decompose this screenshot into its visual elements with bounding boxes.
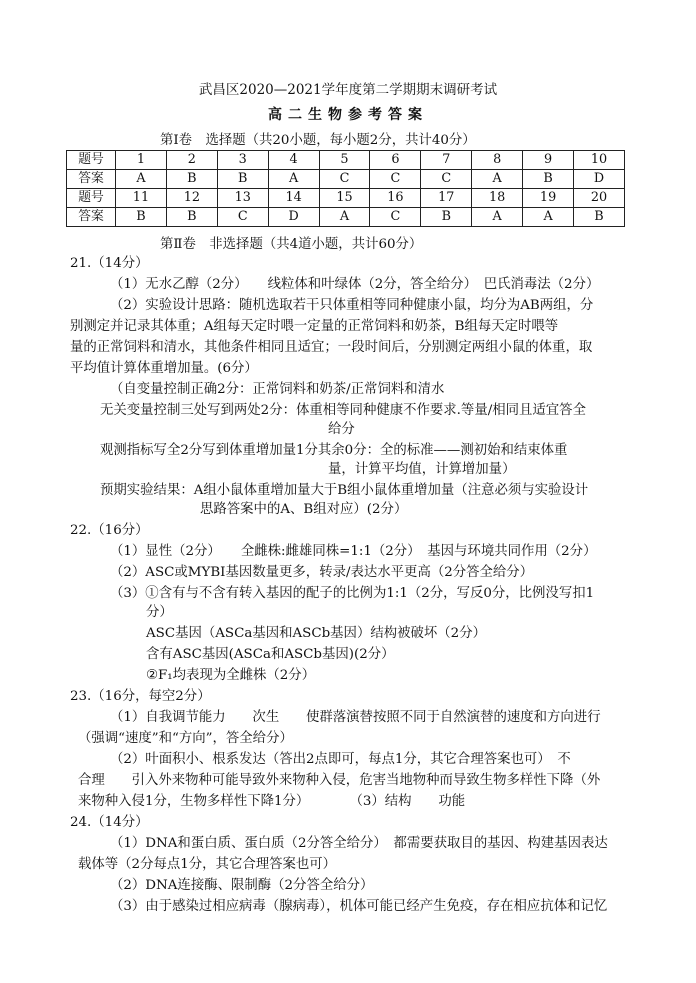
part2-heading: 第Ⅱ卷 非选择题（共4道小题，共计60分） bbox=[160, 237, 423, 252]
answer-line: 载体等（2分每点1分，其它合理答案也可） bbox=[78, 857, 337, 872]
row-label: 题号 bbox=[67, 151, 116, 170]
answer-line: ②F₁均表现为全雌株（2分） bbox=[146, 668, 316, 683]
table-cell: 2 bbox=[166, 151, 217, 170]
answer-line: （2）实验设计思路：随机选取若干只体重相等同种健康小鼠，均分为AB两组，分 bbox=[110, 298, 594, 313]
answer-line: （1）DNA和蛋白质、蛋白质（2分答全给分） 都需要获取目的基因、构建基因表达 bbox=[110, 836, 608, 851]
table-cell: 1 bbox=[116, 151, 167, 170]
row-label: 答案 bbox=[67, 170, 116, 189]
answer-line: （2）DNA连接酶、限制酶（2分答全给分） bbox=[110, 878, 374, 893]
row-label: 答案 bbox=[67, 208, 116, 227]
answer-line: （2）叶面积小、根系发达（答出2点即可，每点1分，其它合理答案也可） 不 bbox=[110, 752, 571, 767]
table-cell: 17 bbox=[421, 189, 472, 208]
answer-line: （3）①含有与不含有转入基因的配子的比例为1:1（2分，写反0分，比例没写扣1 bbox=[110, 586, 595, 601]
table-cell: A bbox=[116, 170, 167, 189]
table-cell: B bbox=[574, 208, 625, 227]
table-cell: 19 bbox=[523, 189, 574, 208]
answer-line: 思路答案中的A、B组对应）(2分） bbox=[200, 502, 408, 517]
answer-line: 22.（16分） bbox=[70, 523, 149, 538]
answer-line: 23.（16分，每空2分） bbox=[70, 689, 211, 704]
answer-line: 合理 引入外来物种可能导致外来物种入侵，危害当地物种而导致生物多样性下降（外 bbox=[78, 773, 601, 788]
table-cell: 15 bbox=[319, 189, 370, 208]
answer-line: 来物种入侵1分，生物多样性下降1分） （3）结构 功能 bbox=[78, 794, 466, 809]
answer-line: 预期实验结果：A组小鼠体重增加量大于B组小鼠体重增加量（注意必须与实验设计 bbox=[100, 483, 589, 498]
table-cell: C bbox=[319, 170, 370, 189]
table-cell: 11 bbox=[116, 189, 167, 208]
table-cell: 18 bbox=[472, 189, 523, 208]
table-cell: 6 bbox=[370, 151, 421, 170]
answer-table bbox=[66, 150, 625, 227]
answer-line: 含有ASC基因(ASCa和ASCb基因)(2分） bbox=[146, 647, 395, 662]
table-cell: 9 bbox=[523, 151, 574, 170]
table-cell: 7 bbox=[421, 151, 472, 170]
row-label: 题号 bbox=[67, 189, 116, 208]
table-row bbox=[67, 151, 625, 170]
part1-heading: 第Ⅰ卷 选择题（共20小题，每小题2分，共计40分） bbox=[160, 133, 476, 148]
answer-line: （自变量控制正确2分：正常饲料和奶茶/正常饲料和清水 bbox=[110, 382, 445, 397]
table-cell: B bbox=[166, 170, 217, 189]
table-cell: B bbox=[166, 208, 217, 227]
answer-line: 24.（14分） bbox=[70, 815, 149, 830]
table-cell: D bbox=[574, 170, 625, 189]
answer-line: 观测指标写全2分写到体重增加量1分其余0分：全的标准——测初始和结束体重 bbox=[100, 443, 568, 458]
answer-line: 平均值计算体重增加量。(6分） bbox=[70, 361, 258, 376]
table-cell: 12 bbox=[166, 189, 217, 208]
answer-line: 分） bbox=[146, 605, 173, 620]
answer-line: （强调“速度”和“方向”，答全给分） bbox=[78, 731, 293, 746]
answer-line: 21.（14分） bbox=[70, 256, 149, 271]
table-cell: C bbox=[370, 208, 421, 227]
table-cell: 8 bbox=[472, 151, 523, 170]
table-cell: B bbox=[217, 170, 268, 189]
table-cell: A bbox=[268, 170, 319, 189]
table-cell: B bbox=[421, 208, 472, 227]
table-cell: C bbox=[370, 170, 421, 189]
table-cell: C bbox=[217, 208, 268, 227]
answer-line: （1）无水乙醇（2分） 线粒体和叶绿体（2分，答全给分） 巴氏消毒法（2分） bbox=[110, 277, 600, 292]
table-cell: 3 bbox=[217, 151, 268, 170]
document-title: 武昌区2020—2021学年度第二学期期末调研考试 bbox=[198, 82, 498, 98]
table-cell: C bbox=[421, 170, 472, 189]
table-cell: 14 bbox=[268, 189, 319, 208]
answer-line: 无关变量控制三处写到两处2分：体重相等同种健康不作要求.等量/相同且适宜答全 bbox=[100, 403, 586, 418]
answer-line: 量，计算平均值，计算增加量） bbox=[328, 462, 516, 477]
table-row bbox=[67, 170, 625, 189]
table-cell: A bbox=[472, 208, 523, 227]
table-cell: 20 bbox=[574, 189, 625, 208]
answer-line: 给分 bbox=[328, 422, 355, 437]
table-cell: A bbox=[523, 208, 574, 227]
answer-line: （1）显性（2分） 全雌株:雌雄同株=1:1（2分） 基因与环境共同作用（2分） bbox=[110, 544, 597, 559]
table-cell: 16 bbox=[370, 189, 421, 208]
table-cell: A bbox=[472, 170, 523, 189]
table-row bbox=[67, 208, 625, 227]
answer-line: 量的正常饲料和清水，其他条件相同且适宜；一段时间后，分别测定两组小鼠的体重，取 bbox=[70, 340, 593, 355]
table-cell: 13 bbox=[217, 189, 268, 208]
table-cell: B bbox=[116, 208, 167, 227]
table-cell: B bbox=[523, 170, 574, 189]
table-cell: 5 bbox=[319, 151, 370, 170]
document-subtitle: 高二生物参考答案 bbox=[268, 107, 428, 123]
table-cell: D bbox=[268, 208, 319, 227]
table-row bbox=[67, 189, 625, 208]
answer-line: （2）ASC或MYBⅠ基因数量更多，转录/表达水平更高（2分答全给分） bbox=[110, 565, 534, 580]
answer-line: ASC基因（ASCa基因和ASCb基因）结构被破坏（2分） bbox=[146, 626, 486, 641]
answer-line: 别测定并记录其体重；A组每天定时喂一定量的正常饲料和奶茶，B组每天定时喂等 bbox=[70, 319, 559, 334]
table-cell: A bbox=[319, 208, 370, 227]
table-cell: 4 bbox=[268, 151, 319, 170]
answer-line: （1）自我调节能力 次生 使群落演替按照不同于自然演替的速度和方向进行 bbox=[110, 710, 601, 725]
table-cell: 10 bbox=[574, 151, 625, 170]
answer-line: （3）由于感染过相应病毒（腺病毒），机体可能已经产生免疫，存在相应抗体和记忆 bbox=[110, 899, 608, 914]
